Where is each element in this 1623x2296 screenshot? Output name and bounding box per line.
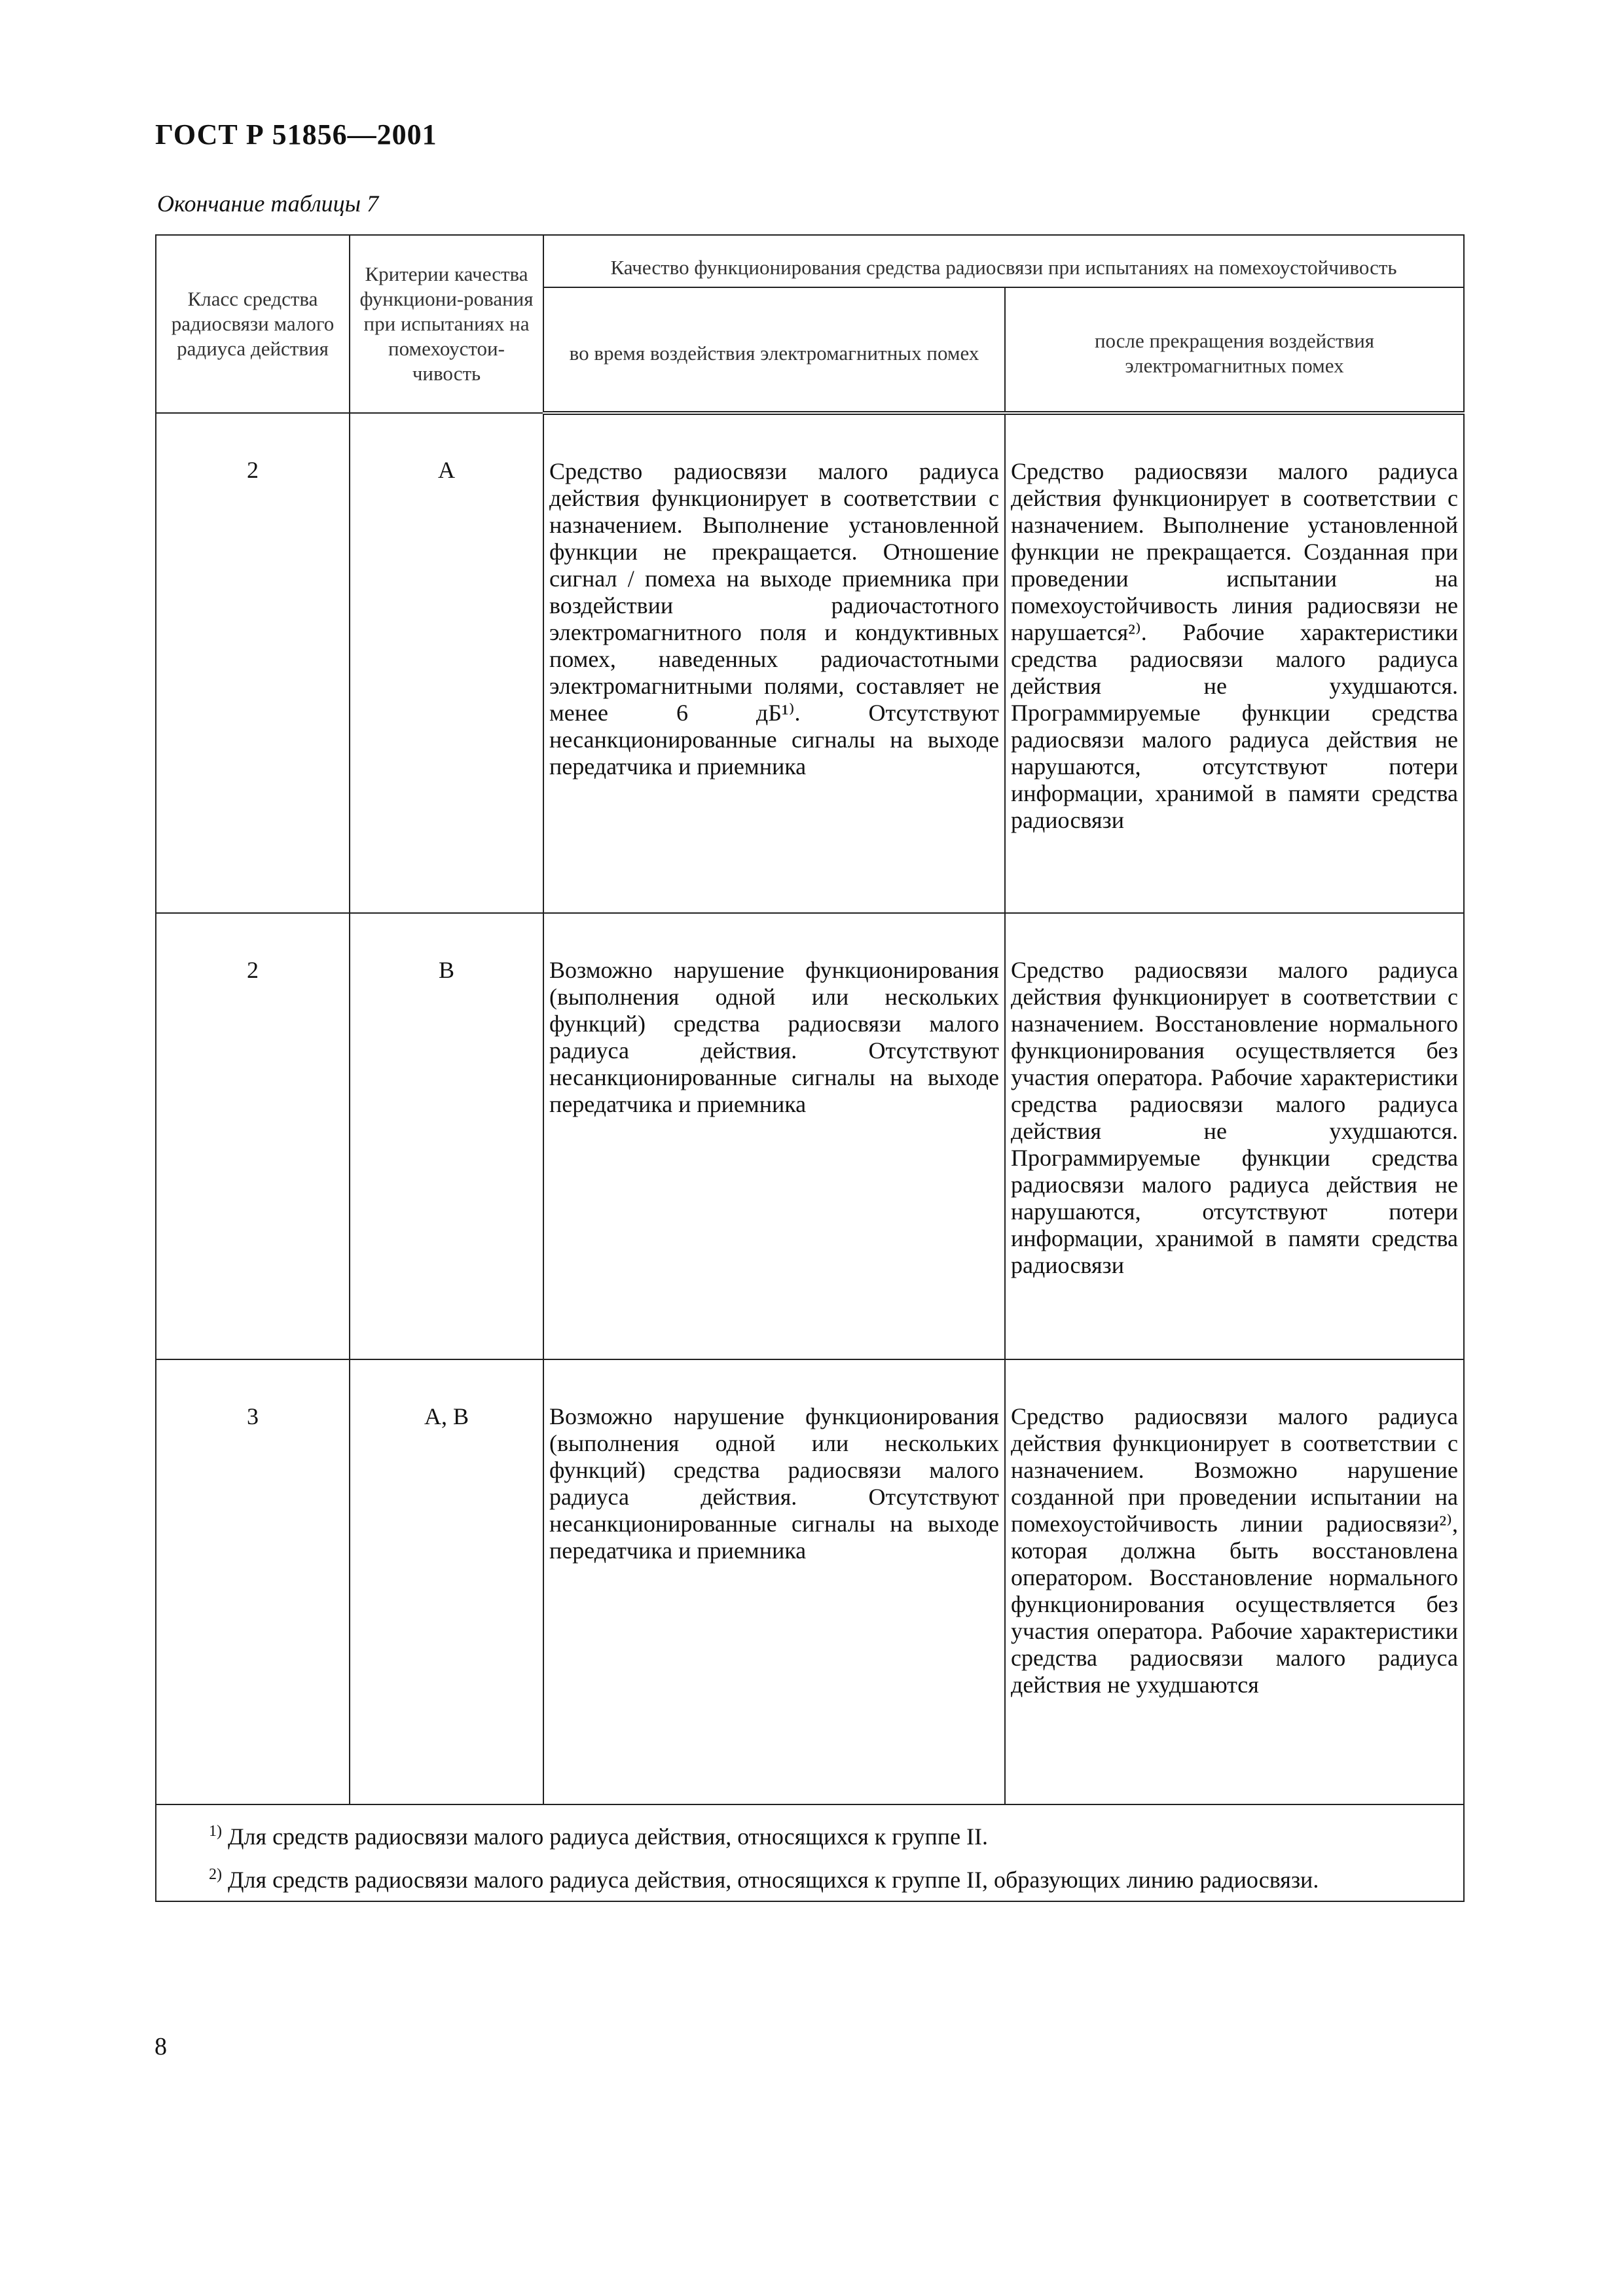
cell-class: 2	[156, 913, 350, 1359]
cell-during: Средство радиосвязи малого радиуса действия функционирует в соответствии с назначением. Выполнение установленной функции не прекращается. Отношение сигнал / помеха на выходе приемника при воздействии радиочастотного электромагнитного поля и кондуктивных помех, наведенных радиочастотными электромагнитными полями, составляет не менее 6 дБ¹⁾. Отсутствуют несанкционированные сигналы на выходе передатчика и приемника	[543, 413, 1005, 913]
cell-criteria: A, B	[350, 1359, 543, 1804]
cell-after: Средство радиосвязи малого радиуса действия функционирует в соответствии с назначением. Возможно нарушение созданной при проведении испытании на помехоустойчивость линии радиосвязи²⁾, которая должна быть восстановлена оператором. Восстановление нормального функционирования осуществляется без участия оператора. Рабочие характеристики средства радиосвязи малого радиуса действия не ухудшаются	[1005, 1359, 1464, 1804]
footnote-mark: 2)	[209, 1866, 222, 1883]
footnote-1	[163, 1818, 1457, 1850]
table-row	[156, 1359, 1464, 1804]
table-header-row	[156, 235, 1464, 287]
header-criteria: Критерии качества функциони-рования при испытаниях на помехоустои-чивость	[350, 235, 543, 413]
cell-during: Возможно нарушение функционирования (выполнения одной или нескольких функций) средства радиосвязи малого радиуса действия. Отсутствуют несанкционированные сигналы на выходе передатчика и приемника	[543, 1359, 1005, 1804]
footnote-text: Для средств радиосвязи малого радиуса действия, относящихся к группе II.	[228, 1823, 989, 1850]
cell-criteria: B	[350, 913, 543, 1359]
header-after: после прекращения воздействия электромагнитных помех	[1005, 287, 1464, 413]
table-row	[156, 913, 1464, 1359]
cell-class: 3	[156, 1359, 350, 1804]
footnote-2	[163, 1861, 1457, 1893]
table-footnotes-row	[156, 1804, 1464, 1901]
table-row	[156, 413, 1464, 913]
document-title: ГОСТ Р 51856—2001	[155, 118, 437, 151]
cell-class: 2	[156, 413, 350, 913]
cell-criteria: A	[350, 413, 543, 913]
footnote-text: Для средств радиосвязи малого радиуса действия, относящихся к группе II, образующих линию радиосвязи.	[228, 1867, 1319, 1893]
footnote-mark: 1)	[209, 1823, 222, 1840]
header-class: Класс средства радиосвязи малого радиуса действия	[156, 235, 350, 413]
table-caption: Окончание таблицы 7	[157, 190, 379, 217]
header-quality: Качество функционирования средства радиосвязи при испытаниях на помехоустойчивость	[543, 235, 1464, 287]
cell-during: Возможно нарушение функционирования (выполнения одной или нескольких функций) средства радиосвязи малого радиуса действия. Отсутствуют несанкционированные сигналы на выходе передатчика и приемника	[543, 913, 1005, 1359]
header-during: во время воздействия электромагнитных помех	[543, 287, 1005, 413]
page-number: 8	[155, 2033, 167, 2060]
table-footnotes	[156, 1804, 1464, 1901]
cell-after: Средство радиосвязи малого радиуса действия функционирует в соответствии с назначением. Выполнение установленной функции не прекращается. Созданная при проведении испытании на помехоустойчивость линия радиосвязи не нарушается²⁾. Рабочие характеристики средства радиосвязи малого радиуса действия не ухудшаются. Программируемые функции средства радиосвязи малого радиуса действия не нарушаются, отсутствуют потери информации, хранимой в памяти средства радиосвязи	[1005, 413, 1464, 913]
table-7	[155, 234, 1465, 1902]
cell-after: Средство радиосвязи малого радиуса действия функционирует в соответствии с назначением. Восстановление нормального функционирования осуществляется без участия оператора. Рабочие характеристики средства радиосвязи малого радиуса действия не ухудшаются. Программируемые функции средства радиосвязи малого радиуса действия не нарушаются, отсутствуют потери информации, хранимой в памяти средства радиосвязи	[1005, 913, 1464, 1359]
